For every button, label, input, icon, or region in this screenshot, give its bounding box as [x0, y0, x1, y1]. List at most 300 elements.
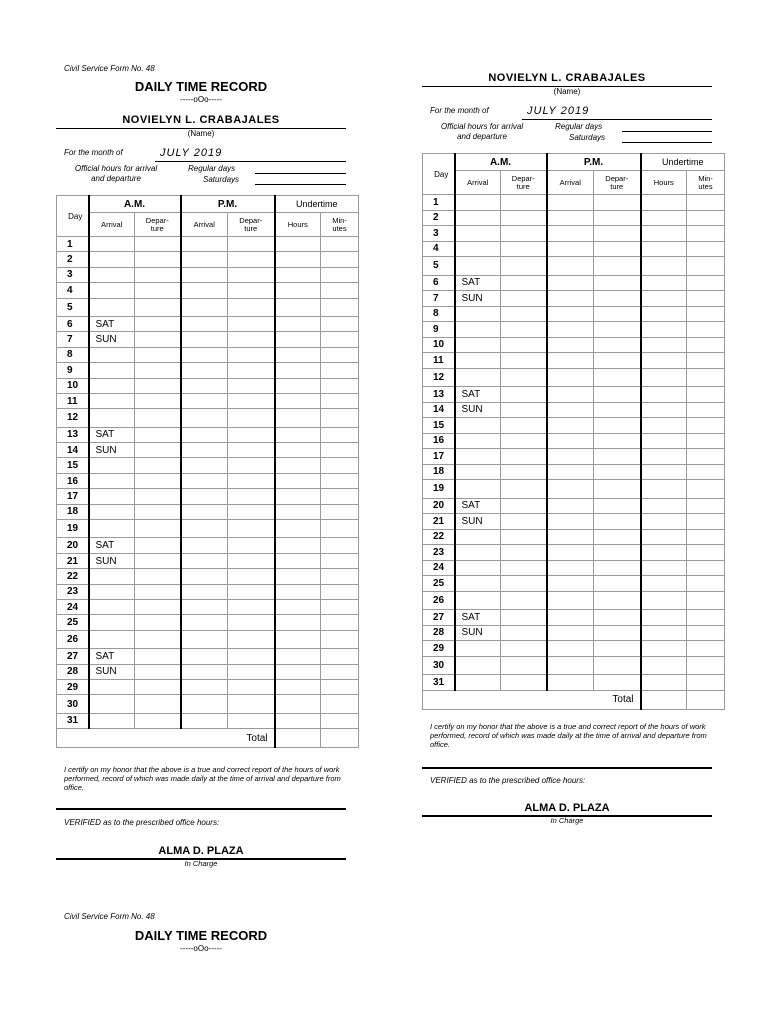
pm-arrival-cell[interactable]: [547, 368, 594, 387]
undertime-minutes-cell[interactable]: [321, 630, 359, 648]
am-arrival-cell[interactable]: [455, 641, 501, 657]
am-departure-cell[interactable]: [135, 520, 181, 538]
pm-arrival-cell[interactable]: [181, 569, 228, 584]
am-arrival-cell[interactable]: [89, 584, 135, 599]
am-departure-cell[interactable]: [501, 591, 547, 610]
pm-arrival-cell[interactable]: [181, 363, 228, 378]
pm-arrival-cell[interactable]: [547, 675, 594, 691]
am-arrival-cell[interactable]: [455, 560, 501, 576]
pm-departure-cell[interactable]: [228, 504, 275, 519]
pm-arrival-cell[interactable]: [181, 473, 228, 488]
am-departure-cell[interactable]: [501, 514, 547, 530]
pm-arrival-cell[interactable]: [181, 630, 228, 648]
am-departure-cell[interactable]: [135, 504, 181, 519]
am-arrival-cell[interactable]: [89, 298, 135, 316]
pm-departure-cell[interactable]: [228, 458, 275, 473]
pm-departure-cell[interactable]: [594, 560, 641, 576]
pm-arrival-cell[interactable]: [547, 337, 594, 353]
undertime-hours-cell[interactable]: [275, 237, 321, 252]
signature-line[interactable]: [422, 767, 712, 769]
pm-arrival-cell[interactable]: [547, 625, 594, 641]
am-arrival-cell[interactable]: SUN: [89, 443, 135, 458]
undertime-minutes-cell[interactable]: [321, 363, 359, 378]
am-arrival-cell[interactable]: [455, 322, 501, 338]
am-departure-cell[interactable]: [501, 257, 547, 276]
pm-arrival-cell[interactable]: [547, 656, 594, 675]
undertime-minutes-cell[interactable]: [321, 695, 359, 713]
undertime-hours-cell[interactable]: [275, 316, 321, 331]
pm-departure-cell[interactable]: [228, 615, 275, 630]
undertime-minutes-cell[interactable]: [687, 498, 725, 514]
am-departure-cell[interactable]: [135, 649, 181, 664]
undertime-minutes-cell[interactable]: [687, 641, 725, 657]
pm-arrival-cell[interactable]: [547, 306, 594, 322]
am-departure-cell[interactable]: [501, 322, 547, 338]
am-arrival-cell[interactable]: [89, 473, 135, 488]
pm-departure-cell[interactable]: [228, 347, 275, 362]
undertime-minutes-cell[interactable]: [321, 520, 359, 538]
am-departure-cell[interactable]: [501, 195, 547, 211]
am-departure-cell[interactable]: [135, 443, 181, 458]
am-arrival-cell[interactable]: [455, 337, 501, 353]
pm-arrival-cell[interactable]: [181, 393, 228, 408]
pm-departure-cell[interactable]: [594, 195, 641, 211]
undertime-hours-cell[interactable]: [275, 283, 321, 298]
am-arrival-cell[interactable]: [455, 480, 501, 499]
pm-departure-cell[interactable]: [228, 599, 275, 614]
undertime-hours-cell[interactable]: [275, 443, 321, 458]
pm-arrival-cell[interactable]: [181, 378, 228, 393]
pm-arrival-cell[interactable]: [181, 443, 228, 458]
am-departure-cell[interactable]: [501, 641, 547, 657]
undertime-minutes-cell[interactable]: [687, 337, 725, 353]
pm-arrival-cell[interactable]: [181, 599, 228, 614]
undertime-minutes-cell[interactable]: [321, 283, 359, 298]
am-arrival-cell[interactable]: [89, 363, 135, 378]
am-arrival-cell[interactable]: [455, 576, 501, 592]
undertime-hours-cell[interactable]: [641, 275, 687, 291]
pm-arrival-cell[interactable]: [181, 679, 228, 694]
am-departure-cell[interactable]: [501, 387, 547, 403]
pm-arrival-cell[interactable]: [547, 514, 594, 530]
total-hours-cell[interactable]: [275, 729, 321, 748]
pm-departure-cell[interactable]: [228, 664, 275, 679]
pm-departure-cell[interactable]: [594, 291, 641, 307]
am-arrival-cell[interactable]: [89, 615, 135, 630]
pm-arrival-cell[interactable]: [181, 664, 228, 679]
undertime-hours-cell[interactable]: [641, 641, 687, 657]
undertime-minutes-cell[interactable]: [321, 584, 359, 599]
undertime-hours-cell[interactable]: [275, 504, 321, 519]
pm-departure-cell[interactable]: [228, 283, 275, 298]
pm-arrival-cell[interactable]: [547, 353, 594, 369]
am-departure-cell[interactable]: [135, 332, 181, 347]
pm-arrival-cell[interactable]: [181, 298, 228, 316]
undertime-hours-cell[interactable]: [641, 625, 687, 641]
am-arrival-cell[interactable]: [455, 449, 501, 465]
undertime-minutes-cell[interactable]: [321, 347, 359, 362]
pm-departure-cell[interactable]: [228, 569, 275, 584]
am-arrival-cell[interactable]: [89, 347, 135, 362]
am-departure-cell[interactable]: [501, 610, 547, 626]
undertime-minutes-cell[interactable]: [687, 195, 725, 211]
pm-arrival-cell[interactable]: [547, 591, 594, 610]
undertime-minutes-cell[interactable]: [321, 569, 359, 584]
undertime-hours-cell[interactable]: [275, 713, 321, 728]
am-arrival-cell[interactable]: [89, 252, 135, 267]
pm-arrival-cell[interactable]: [547, 449, 594, 465]
am-departure-cell[interactable]: [135, 630, 181, 648]
pm-departure-cell[interactable]: [594, 641, 641, 657]
am-arrival-cell[interactable]: [455, 433, 501, 449]
am-departure-cell[interactable]: [135, 664, 181, 679]
undertime-minutes-cell[interactable]: [321, 649, 359, 664]
am-departure-cell[interactable]: [501, 433, 547, 449]
am-departure-cell[interactable]: [501, 480, 547, 499]
am-departure-cell[interactable]: [135, 489, 181, 504]
undertime-minutes-cell[interactable]: [321, 237, 359, 252]
am-departure-cell[interactable]: [501, 291, 547, 307]
pm-departure-cell[interactable]: [594, 337, 641, 353]
am-departure-cell[interactable]: [135, 679, 181, 694]
undertime-minutes-cell[interactable]: [321, 553, 359, 568]
am-arrival-cell[interactable]: SUN: [89, 664, 135, 679]
undertime-minutes-cell[interactable]: [687, 576, 725, 592]
undertime-hours-cell[interactable]: [275, 298, 321, 316]
am-departure-cell[interactable]: [501, 418, 547, 434]
am-departure-cell[interactable]: [135, 599, 181, 614]
pm-arrival-cell[interactable]: [181, 252, 228, 267]
undertime-hours-cell[interactable]: [641, 498, 687, 514]
undertime-minutes-cell[interactable]: [687, 625, 725, 641]
pm-arrival-cell[interactable]: [547, 418, 594, 434]
undertime-minutes-cell[interactable]: [687, 675, 725, 691]
am-departure-cell[interactable]: [135, 584, 181, 599]
undertime-hours-cell[interactable]: [641, 368, 687, 387]
undertime-hours-cell[interactable]: [275, 695, 321, 713]
pm-departure-cell[interactable]: [594, 275, 641, 291]
pm-departure-cell[interactable]: [228, 713, 275, 728]
pm-departure-cell[interactable]: [594, 625, 641, 641]
pm-arrival-cell[interactable]: [547, 464, 594, 480]
pm-arrival-cell[interactable]: [547, 210, 594, 226]
pm-arrival-cell[interactable]: [547, 257, 594, 276]
undertime-hours-cell[interactable]: [275, 569, 321, 584]
undertime-minutes-cell[interactable]: [687, 656, 725, 675]
pm-departure-cell[interactable]: [594, 433, 641, 449]
undertime-hours-cell[interactable]: [641, 210, 687, 226]
undertime-minutes-cell[interactable]: [687, 257, 725, 276]
pm-departure-cell[interactable]: [228, 473, 275, 488]
am-departure-cell[interactable]: [135, 458, 181, 473]
pm-arrival-cell[interactable]: [181, 520, 228, 538]
pm-arrival-cell[interactable]: [181, 283, 228, 298]
am-departure-cell[interactable]: [135, 473, 181, 488]
undertime-hours-cell[interactable]: [641, 591, 687, 610]
am-arrival-cell[interactable]: [455, 257, 501, 276]
am-arrival-cell[interactable]: [455, 195, 501, 211]
pm-departure-cell[interactable]: [594, 241, 641, 257]
undertime-minutes-cell[interactable]: [321, 393, 359, 408]
undertime-hours-cell[interactable]: [641, 576, 687, 592]
undertime-hours-cell[interactable]: [641, 387, 687, 403]
pm-departure-cell[interactable]: [228, 237, 275, 252]
undertime-minutes-cell[interactable]: [687, 210, 725, 226]
pm-arrival-cell[interactable]: [181, 332, 228, 347]
pm-departure-cell[interactable]: [228, 695, 275, 713]
am-arrival-cell[interactable]: SAT: [89, 649, 135, 664]
am-departure-cell[interactable]: [135, 713, 181, 728]
am-arrival-cell[interactable]: SAT: [455, 610, 501, 626]
pm-departure-cell[interactable]: [228, 393, 275, 408]
undertime-hours-cell[interactable]: [641, 306, 687, 322]
pm-arrival-cell[interactable]: [547, 387, 594, 403]
am-arrival-cell[interactable]: [455, 529, 501, 545]
pm-arrival-cell[interactable]: [547, 433, 594, 449]
pm-departure-cell[interactable]: [228, 252, 275, 267]
am-arrival-cell[interactable]: SAT: [89, 538, 135, 553]
undertime-minutes-cell[interactable]: [687, 480, 725, 499]
pm-departure-cell[interactable]: [594, 514, 641, 530]
pm-departure-cell[interactable]: [594, 322, 641, 338]
undertime-minutes-cell[interactable]: [321, 427, 359, 442]
regular-days-field[interactable]: [622, 131, 712, 132]
undertime-hours-cell[interactable]: [641, 610, 687, 626]
pm-departure-cell[interactable]: [594, 306, 641, 322]
am-arrival-cell[interactable]: SAT: [455, 275, 501, 291]
undertime-hours-cell[interactable]: [641, 656, 687, 675]
undertime-hours-cell[interactable]: [275, 584, 321, 599]
am-departure-cell[interactable]: [501, 210, 547, 226]
undertime-hours-cell[interactable]: [275, 473, 321, 488]
pm-arrival-cell[interactable]: [547, 529, 594, 545]
undertime-minutes-cell[interactable]: [321, 443, 359, 458]
undertime-minutes-cell[interactable]: [687, 529, 725, 545]
am-departure-cell[interactable]: [135, 237, 181, 252]
pm-departure-cell[interactable]: [594, 498, 641, 514]
pm-arrival-cell[interactable]: [181, 584, 228, 599]
undertime-hours-cell[interactable]: [641, 226, 687, 242]
pm-departure-cell[interactable]: [228, 363, 275, 378]
undertime-hours-cell[interactable]: [641, 257, 687, 276]
undertime-minutes-cell[interactable]: [687, 402, 725, 418]
am-arrival-cell[interactable]: SAT: [89, 427, 135, 442]
pm-arrival-cell[interactable]: [547, 498, 594, 514]
am-departure-cell[interactable]: [501, 545, 547, 561]
am-arrival-cell[interactable]: [89, 458, 135, 473]
pm-arrival-cell[interactable]: [181, 695, 228, 713]
pm-departure-cell[interactable]: [594, 226, 641, 242]
am-arrival-cell[interactable]: SAT: [455, 387, 501, 403]
undertime-minutes-cell[interactable]: [321, 599, 359, 614]
pm-arrival-cell[interactable]: [547, 402, 594, 418]
undertime-hours-cell[interactable]: [275, 538, 321, 553]
undertime-minutes-cell[interactable]: [687, 514, 725, 530]
undertime-hours-cell[interactable]: [641, 545, 687, 561]
am-arrival-cell[interactable]: [89, 237, 135, 252]
undertime-minutes-cell[interactable]: [687, 610, 725, 626]
total-hours-cell[interactable]: [641, 690, 687, 709]
pm-arrival-cell[interactable]: [181, 489, 228, 504]
am-arrival-cell[interactable]: SAT: [455, 498, 501, 514]
am-departure-cell[interactable]: [501, 241, 547, 257]
undertime-hours-cell[interactable]: [275, 378, 321, 393]
undertime-hours-cell[interactable]: [275, 615, 321, 630]
am-departure-cell[interactable]: [501, 529, 547, 545]
am-arrival-cell[interactable]: [89, 630, 135, 648]
am-departure-cell[interactable]: [135, 347, 181, 362]
am-arrival-cell[interactable]: [89, 393, 135, 408]
pm-departure-cell[interactable]: [594, 675, 641, 691]
undertime-minutes-cell[interactable]: [687, 306, 725, 322]
undertime-minutes-cell[interactable]: [321, 713, 359, 728]
pm-departure-cell[interactable]: [594, 418, 641, 434]
am-departure-cell[interactable]: [501, 576, 547, 592]
undertime-hours-cell[interactable]: [641, 560, 687, 576]
undertime-hours-cell[interactable]: [275, 664, 321, 679]
pm-departure-cell[interactable]: [594, 656, 641, 675]
pm-departure-cell[interactable]: [594, 210, 641, 226]
undertime-minutes-cell[interactable]: [321, 267, 359, 282]
undertime-minutes-cell[interactable]: [687, 291, 725, 307]
undertime-minutes-cell[interactable]: [687, 368, 725, 387]
am-arrival-cell[interactable]: SUN: [455, 625, 501, 641]
am-departure-cell[interactable]: [501, 560, 547, 576]
total-minutes-cell[interactable]: [687, 690, 725, 709]
undertime-hours-cell[interactable]: [275, 252, 321, 267]
undertime-minutes-cell[interactable]: [687, 591, 725, 610]
am-arrival-cell[interactable]: [89, 504, 135, 519]
regular-days-field[interactable]: [255, 173, 346, 174]
am-departure-cell[interactable]: [135, 298, 181, 316]
am-arrival-cell[interactable]: [89, 599, 135, 614]
am-arrival-cell[interactable]: SUN: [89, 332, 135, 347]
am-departure-cell[interactable]: [501, 337, 547, 353]
am-departure-cell[interactable]: [501, 449, 547, 465]
pm-arrival-cell[interactable]: [181, 458, 228, 473]
undertime-minutes-cell[interactable]: [687, 322, 725, 338]
undertime-hours-cell[interactable]: [275, 520, 321, 538]
undertime-hours-cell[interactable]: [275, 427, 321, 442]
undertime-hours-cell[interactable]: [275, 630, 321, 648]
undertime-hours-cell[interactable]: [641, 353, 687, 369]
am-departure-cell[interactable]: [135, 363, 181, 378]
pm-arrival-cell[interactable]: [181, 267, 228, 282]
am-departure-cell[interactable]: [135, 283, 181, 298]
am-departure-cell[interactable]: [135, 409, 181, 427]
pm-departure-cell[interactable]: [228, 553, 275, 568]
undertime-minutes-cell[interactable]: [687, 464, 725, 480]
undertime-minutes-cell[interactable]: [687, 418, 725, 434]
undertime-minutes-cell[interactable]: [321, 378, 359, 393]
undertime-hours-cell[interactable]: [275, 409, 321, 427]
pm-departure-cell[interactable]: [228, 378, 275, 393]
am-departure-cell[interactable]: [135, 553, 181, 568]
pm-departure-cell[interactable]: [594, 610, 641, 626]
am-departure-cell[interactable]: [501, 368, 547, 387]
undertime-minutes-cell[interactable]: [321, 615, 359, 630]
am-arrival-cell[interactable]: SUN: [455, 402, 501, 418]
pm-departure-cell[interactable]: [228, 267, 275, 282]
undertime-hours-cell[interactable]: [641, 464, 687, 480]
undertime-minutes-cell[interactable]: [687, 275, 725, 291]
am-arrival-cell[interactable]: SUN: [455, 291, 501, 307]
pm-arrival-cell[interactable]: [181, 427, 228, 442]
total-minutes-cell[interactable]: [321, 729, 359, 748]
am-departure-cell[interactable]: [501, 353, 547, 369]
am-departure-cell[interactable]: [135, 569, 181, 584]
pm-departure-cell[interactable]: [228, 427, 275, 442]
undertime-hours-cell[interactable]: [275, 267, 321, 282]
am-departure-cell[interactable]: [135, 378, 181, 393]
pm-arrival-cell[interactable]: [547, 275, 594, 291]
undertime-hours-cell[interactable]: [275, 458, 321, 473]
pm-departure-cell[interactable]: [228, 649, 275, 664]
undertime-minutes-cell[interactable]: [687, 433, 725, 449]
pm-departure-cell[interactable]: [228, 443, 275, 458]
undertime-minutes-cell[interactable]: [687, 226, 725, 242]
pm-departure-cell[interactable]: [594, 591, 641, 610]
undertime-hours-cell[interactable]: [275, 332, 321, 347]
undertime-minutes-cell[interactable]: [321, 458, 359, 473]
am-arrival-cell[interactable]: [89, 267, 135, 282]
am-departure-cell[interactable]: [501, 402, 547, 418]
undertime-minutes-cell[interactable]: [321, 504, 359, 519]
am-arrival-cell[interactable]: [89, 378, 135, 393]
undertime-minutes-cell[interactable]: [321, 409, 359, 427]
am-departure-cell[interactable]: [501, 675, 547, 691]
saturdays-field[interactable]: [622, 142, 712, 143]
undertime-hours-cell[interactable]: [275, 679, 321, 694]
am-arrival-cell[interactable]: [89, 489, 135, 504]
pm-arrival-cell[interactable]: [181, 316, 228, 331]
undertime-hours-cell[interactable]: [275, 489, 321, 504]
undertime-minutes-cell[interactable]: [321, 538, 359, 553]
undertime-minutes-cell[interactable]: [687, 353, 725, 369]
undertime-minutes-cell[interactable]: [687, 560, 725, 576]
undertime-hours-cell[interactable]: [641, 418, 687, 434]
pm-arrival-cell[interactable]: [547, 576, 594, 592]
pm-arrival-cell[interactable]: [547, 641, 594, 657]
pm-departure-cell[interactable]: [228, 409, 275, 427]
am-arrival-cell[interactable]: [89, 569, 135, 584]
am-arrival-cell[interactable]: [455, 675, 501, 691]
pm-arrival-cell[interactable]: [547, 560, 594, 576]
pm-departure-cell[interactable]: [594, 529, 641, 545]
undertime-hours-cell[interactable]: [641, 675, 687, 691]
am-arrival-cell[interactable]: [89, 520, 135, 538]
undertime-minutes-cell[interactable]: [321, 489, 359, 504]
pm-departure-cell[interactable]: [228, 584, 275, 599]
am-arrival-cell[interactable]: [455, 656, 501, 675]
undertime-hours-cell[interactable]: [641, 529, 687, 545]
am-arrival-cell[interactable]: [89, 283, 135, 298]
am-departure-cell[interactable]: [501, 306, 547, 322]
pm-departure-cell[interactable]: [594, 257, 641, 276]
undertime-hours-cell[interactable]: [641, 480, 687, 499]
undertime-minutes-cell[interactable]: [687, 241, 725, 257]
pm-arrival-cell[interactable]: [547, 291, 594, 307]
pm-arrival-cell[interactable]: [181, 713, 228, 728]
undertime-minutes-cell[interactable]: [321, 679, 359, 694]
am-departure-cell[interactable]: [501, 464, 547, 480]
undertime-minutes-cell[interactable]: [321, 252, 359, 267]
pm-departure-cell[interactable]: [594, 402, 641, 418]
pm-departure-cell[interactable]: [228, 489, 275, 504]
undertime-hours-cell[interactable]: [641, 322, 687, 338]
undertime-hours-cell[interactable]: [641, 433, 687, 449]
am-departure-cell[interactable]: [501, 498, 547, 514]
